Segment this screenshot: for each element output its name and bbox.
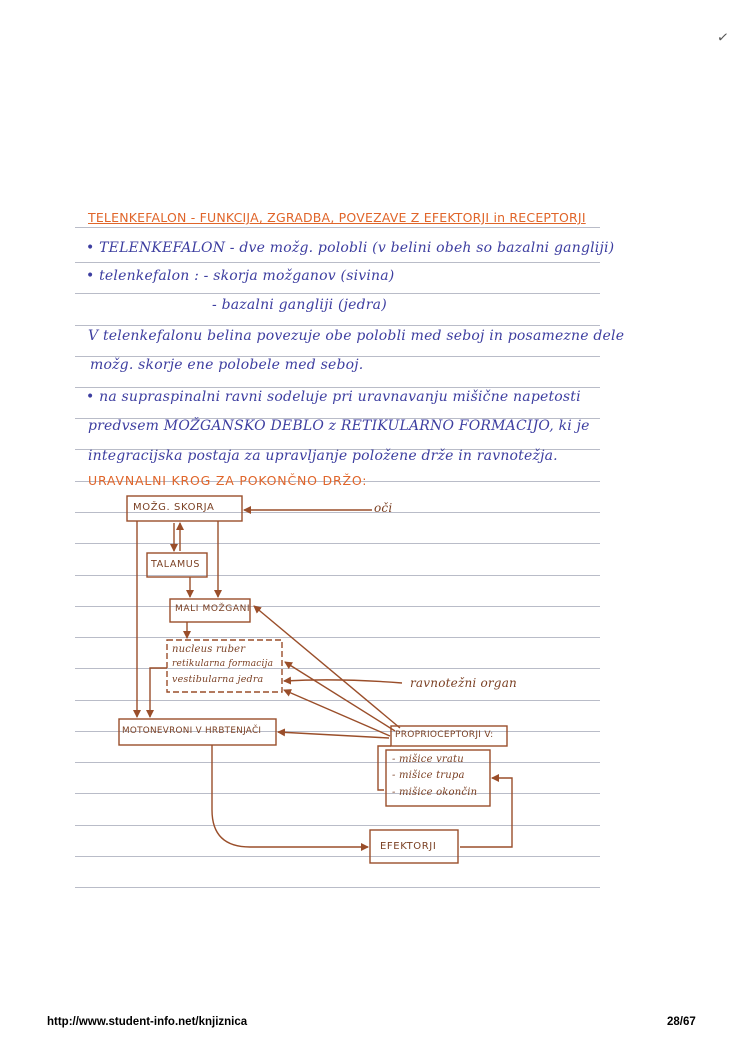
nuclei-label-2: retikularna formacija	[172, 659, 274, 669]
motoneurons-to-effectors-arrow	[212, 745, 368, 847]
vestibular-organ-label: ravnotežni organ	[410, 676, 517, 690]
notes-line-4: V telenkefalonu belina povezuje obe polobli med seboj in posamezne dele	[88, 328, 625, 344]
ruled-line	[75, 575, 600, 576]
vestibular-to-nuclei-arrow	[284, 680, 402, 683]
ruled-line	[75, 793, 600, 794]
proprio-item-3: - mišice okončin	[392, 787, 478, 798]
ruled-line	[75, 700, 600, 701]
proprio-item-1: - mišice vratu	[392, 754, 464, 765]
ruled-line	[75, 262, 600, 263]
notes-line-6: • na supraspinalni ravni sodeluje pri uravnavanju mišične napetosti	[86, 389, 581, 405]
proprio-bracket	[378, 746, 391, 790]
notes-line-7: predvsem MOŽGANSKO DEBLO z RETIKULARNO FORMACIJO, ki je	[88, 418, 590, 434]
notes-line-2: • telenkefalon : - skorja možganov (sivina)	[86, 268, 395, 284]
cortex-label: MOŽG. SKORJA	[133, 502, 215, 513]
loop-title: URAVNALNI KROG ZA POKONČNO DRŽO:	[88, 473, 368, 488]
ruled-line	[75, 825, 600, 826]
notes-line-1: • TELENKEFALON - dve možg. polobli (v belini obeh so bazalni gangliji)	[86, 240, 615, 256]
ruled-line	[75, 637, 600, 638]
proprio-to-motoneurons-arrow	[278, 732, 389, 738]
ruled-line	[75, 887, 600, 888]
proprio-to-nuclei-arrow	[285, 662, 395, 731]
proprio-item-2: - mišice trupa	[392, 770, 465, 781]
proprio-to-cerebellum-arrow	[254, 606, 400, 728]
ruled-line	[75, 762, 600, 763]
thalamus-label: TALAMUS	[151, 559, 200, 570]
ruled-line	[75, 325, 600, 326]
ruled-line	[75, 668, 600, 669]
nuclei-label-3: vestibularna jedra	[172, 674, 264, 685]
notes-line-5: možg. skorje ene polobele med seboj.	[90, 357, 364, 373]
ruled-line	[75, 387, 600, 388]
motoneurons-label: MOTONEVRONI V HRBTENJAČI	[122, 726, 262, 736]
nuclei-to-motoneurons-arrow	[150, 668, 167, 717]
check-mark: ✓	[715, 29, 730, 47]
notes-line-8: integracijska postaja za upravljanje položene drže in ravnotežja.	[88, 448, 558, 464]
eyes-label: oči	[374, 501, 393, 515]
notes-title: TELENKEFALON - FUNKCIJA, ZGRADBA, POVEZAVE Z EFEKTORJI in RECEPTORJI	[88, 210, 586, 225]
ruled-line	[75, 856, 600, 857]
ruled-line	[75, 606, 600, 607]
nuclei-label-1: nucleus ruber	[172, 644, 246, 655]
cerebellum-label: MALI MOŽGANI	[175, 604, 251, 614]
ruled-line	[75, 227, 600, 228]
footer-page-number: 28/67	[667, 1016, 696, 1028]
footer-url[interactable]: http://www.student-info.net/knjiznica	[47, 1016, 248, 1028]
ruled-line	[75, 293, 600, 294]
proprioceptors-label: PROPRIOCEPTORJI V:	[395, 730, 494, 740]
effectors-label: EFEKTORJI	[380, 841, 437, 852]
ruled-line	[75, 543, 600, 544]
proprio-to-nuclei-lower-arrow	[284, 690, 390, 736]
notes-line-3: - bazalni gangliji (jedra)	[212, 297, 387, 313]
